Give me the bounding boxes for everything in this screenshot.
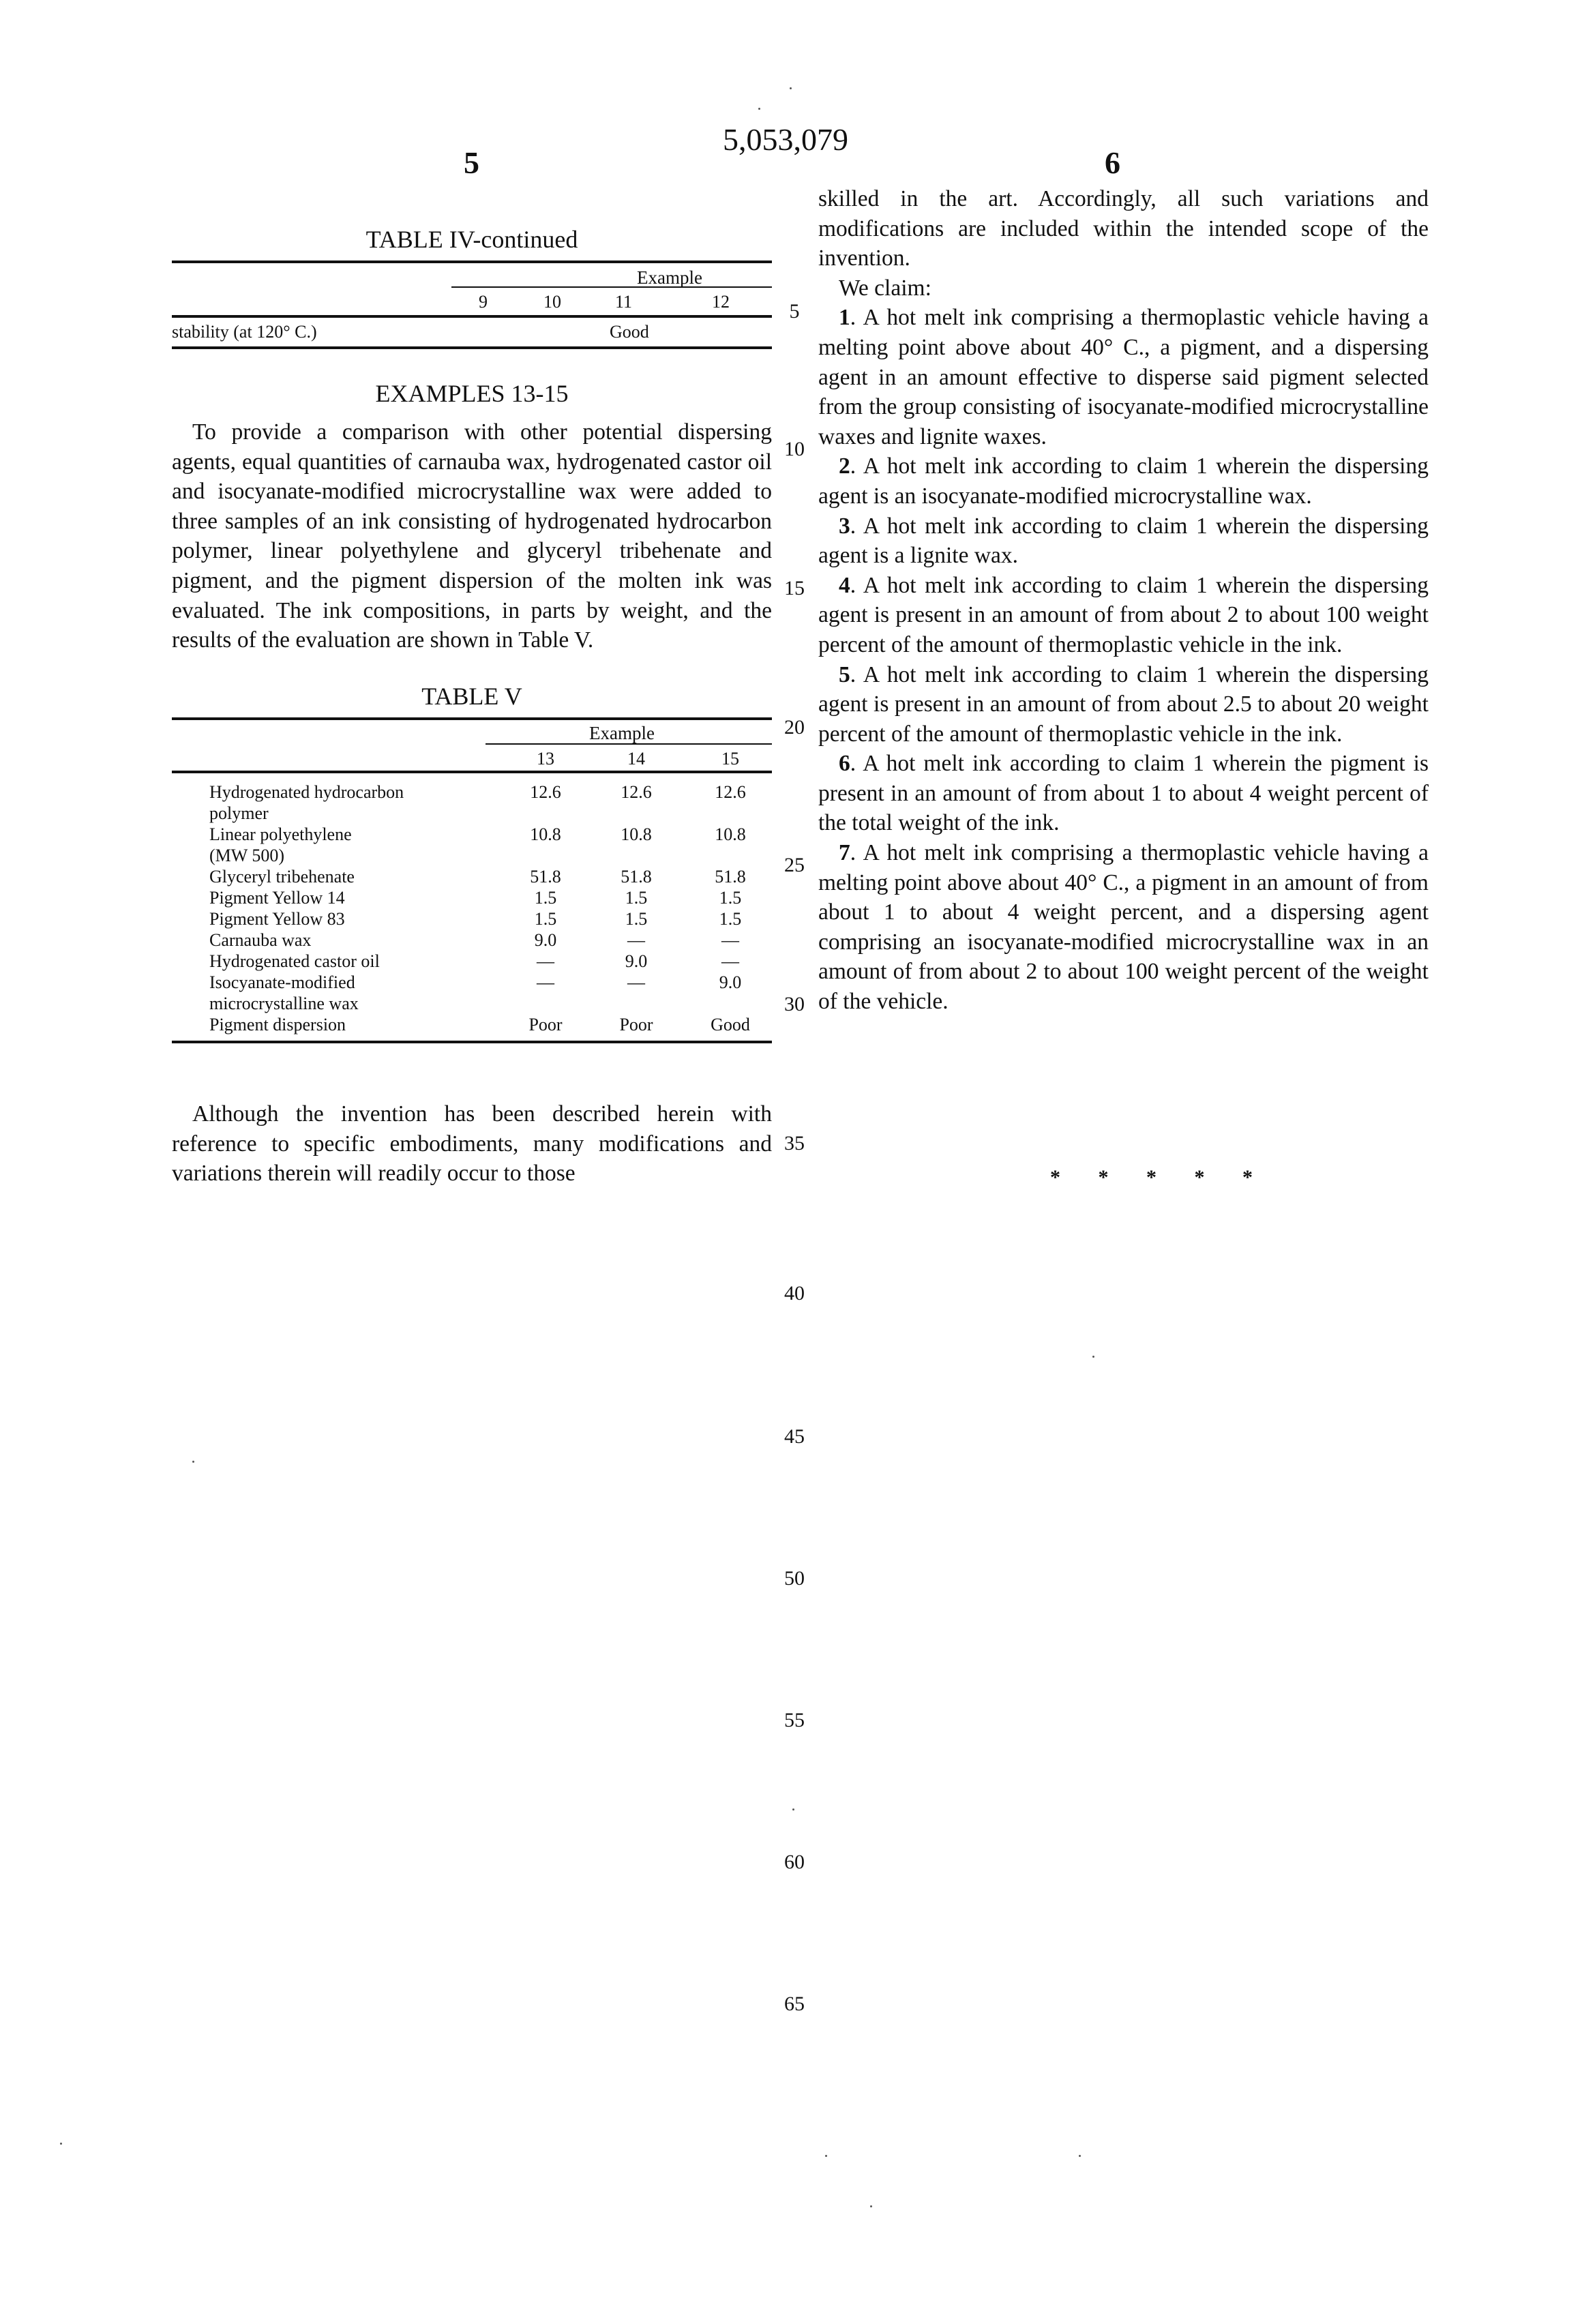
examples-heading: EXAMPLES 13-15 [375,380,569,407]
row-label-line: Hydrogenated hydrocarbon [209,782,404,802]
column-header: 11 [615,292,633,312]
row-label-line: Carnauba wax [209,930,312,950]
row-value: 1.5 [534,909,557,929]
row-label [209,866,468,887]
table-v-body [172,773,772,1041]
claim-text: A hot melt ink comprising a thermoplastic vehicle having a melting point above about 40° C., a pigment in an amount of from about 1 to about 4 weight percent, and a dispersing agent comprising an isocyanate-modified microcrystalline wax in an amount of from about 2 to about 100 weight percent of the weight of the vehicle. [818,840,1429,1015]
table-v-title: TABLE V [421,683,522,710]
claim-number-separator: . [850,840,863,866]
closing-paragraph-right: skilled in the art. Accordingly, all such variations and modifications are included within the intended scope of the invention. [818,186,1429,271]
claim-number: 3 [839,513,850,539]
claim-number-separator: . [850,453,863,479]
table-row [172,781,772,824]
table-v-group-header: Example [589,723,655,743]
row-value: — [627,930,645,950]
row-label-line: polymer [209,803,269,823]
patent-number: 5,053,079 [723,122,848,157]
end-marker: * * * * * [1050,1166,1269,1189]
right-column [818,184,1429,1017]
row-label [209,929,468,951]
line-number: 35 [784,1132,805,1154]
row-label [209,951,468,972]
column-header: 15 [721,749,739,769]
line-number: 55 [784,1709,805,1731]
right-column-number: 6 [1105,145,1120,180]
table-iv-continued [172,225,772,349]
scan-speck [192,1461,194,1463]
claim-text: A hot melt ink according to claim 1 wherein the dispersing agent is an isocyanate-modified microcrystalline wax. [818,453,1429,509]
claim [818,451,1429,511]
row-label-line: Glyceryl tribehenate [209,867,355,887]
column-header: 12 [712,292,730,312]
column-header: 10 [543,292,561,312]
claim-number: 4 [839,572,850,598]
row-value: 12.6 [715,782,746,802]
column-header: 13 [537,749,554,769]
row-value: Poor [528,1015,563,1034]
row-value: 10.8 [621,824,652,844]
table-row [172,866,772,887]
table-bottom-rule [172,1041,772,1043]
scan-speck [1079,2155,1081,2157]
scan-speck [758,108,760,110]
line-number: 45 [784,1425,805,1448]
row-value: 9.0 [719,972,742,992]
table-row [172,908,772,929]
table-row [172,1014,772,1035]
row-label [209,1014,468,1035]
scan-speck [790,87,792,89]
claim-text: A hot melt ink comprising a thermoplastic vehicle having a melting point above about 40° C., a pigment, and a dispersing agent in an amount effective to disperse said pigment selected from the group consisting of isocyanate-modified microcrystalline waxes and lignite waxes. [818,305,1429,449]
examples-paragraph: To provide a comparison with other potential dispersing agents, equal quantities of carnauba wax, hydrogenated castor oil and isocyanate-modified microcrystalline wax were added to three samples of an ink consisting of hydrogenated hydrocarbon polymer, linear polyethylene and glyceryl tribehenate and pigment, and the pigment dispersion of the molten ink was evaluated. The ink compositions, in parts by weight, and the results of the evaluation are shown in Table V. [172,419,772,653]
claim-number: 2 [839,453,850,479]
claim-number: 1 [839,305,850,331]
line-number: 20 [784,716,805,739]
table-v [172,682,772,1043]
row-label-line: microcrystalline wax [209,994,359,1013]
line-number: 10 [784,438,805,460]
table-v-column-headers [172,745,772,771]
claim-number: 6 [839,751,850,777]
line-number: 50 [784,1567,805,1590]
row-value: Poor [619,1015,653,1034]
row-label-line: Isocyanate-modified [209,972,355,992]
table-row [172,824,772,866]
table-row [172,972,772,1014]
closing-paragraph-left: Although the invention has been described herein with reference to specific embodiments, many modifications and variations therein will readily occur to those [172,1101,772,1187]
scan-speck [792,1808,794,1811]
row-value: Good [711,1015,750,1034]
row-label [209,972,468,1014]
row-label [209,908,468,929]
claim-number-separator: . [850,305,863,331]
row-label [209,824,468,866]
row-label-line: (MW 500) [209,846,285,865]
row-label: stability (at 120° C.) [172,322,317,342]
row-value: 1.5 [719,888,742,908]
row-value: 1.5 [625,909,648,929]
claims-intro: We claim: [839,275,931,301]
claim-number-separator: . [850,572,863,598]
line-number: 65 [784,1993,805,2015]
table-row [172,929,772,951]
row-value: 1.5 [719,909,742,929]
row-value: — [721,930,739,950]
claim-number-separator: . [850,513,863,539]
row-label-line: Hydrogenated castor oil [209,951,380,971]
line-number: 40 [784,1282,805,1305]
line-number: 15 [784,577,805,599]
table-row [172,887,772,908]
column-header: 14 [627,749,645,769]
scan-speck [870,2205,872,2207]
row-value: — [537,951,554,971]
table-iv-group-header: Example [637,267,702,288]
claim-number: 5 [839,661,850,687]
claim-number-separator: . [850,661,863,687]
table-iv-column-headers [172,288,772,315]
claim [818,660,1429,749]
left-column-number: 5 [464,145,479,180]
row-label [209,781,468,824]
table-iv-title: TABLE IV-continued [365,226,578,253]
claim [818,511,1429,571]
line-number: 25 [784,854,805,876]
claim [818,571,1429,660]
row-label-line: Linear polyethylene [209,824,352,844]
row-value: 12.6 [530,782,561,802]
row-value: 9.0 [625,951,648,971]
row-label-line: Pigment dispersion [209,1015,346,1034]
row-value: 51.8 [530,867,561,887]
table-row [172,318,772,346]
table-bottom-rule [172,346,772,349]
column-header: 9 [479,292,488,312]
claim [818,838,1429,1017]
line-number: 30 [784,993,805,1015]
row-value: — [537,972,554,992]
row-value: — [627,972,645,992]
claim-number-separator: . [850,751,863,777]
row-value: 9.0 [534,930,557,950]
row-value: — [721,951,739,971]
row-value: Good [610,322,649,342]
claim-text: A hot melt ink according to claim 1 wherein the dispersing agent is present in an amount of from about 2.5 to about 20 weight percent of the amount of thermoplastic vehicle in the ink. [818,661,1429,747]
scan-speck [825,2155,827,2157]
row-label-line: Pigment Yellow 14 [209,888,345,908]
claim-text: A hot melt ink according to claim 1 wherein the dispersing agent is present in an amount of from about 2 to about 100 weight percent of the amount of thermoplastic vehicle in the ink. [818,572,1429,657]
row-label-line: Pigment Yellow 83 [209,909,345,929]
row-value: 1.5 [534,888,557,908]
claim-number: 7 [839,840,850,866]
row-value: 51.8 [715,867,746,887]
table-row [172,951,772,972]
claim-text: A hot melt ink according to claim 1 wherein the dispersing agent is a lignite wax. [818,513,1429,569]
scan-speck [1092,1356,1094,1358]
claim-text: A hot melt ink according to claim 1 wherein the pigment is present in an amount of from about 1 to about 4 weight percent of the total weight of the ink. [818,751,1429,836]
line-number: 60 [784,1851,805,1873]
row-value: 10.8 [715,824,746,844]
claims-list [818,303,1429,1016]
row-label [209,887,468,908]
row-value: 12.6 [621,782,652,802]
line-number: 5 [789,300,800,323]
scan-speck [60,2143,62,2145]
claim [818,303,1429,451]
row-value: 51.8 [621,867,652,887]
row-value: 10.8 [530,824,561,844]
claim [818,749,1429,838]
row-value: 1.5 [625,888,648,908]
